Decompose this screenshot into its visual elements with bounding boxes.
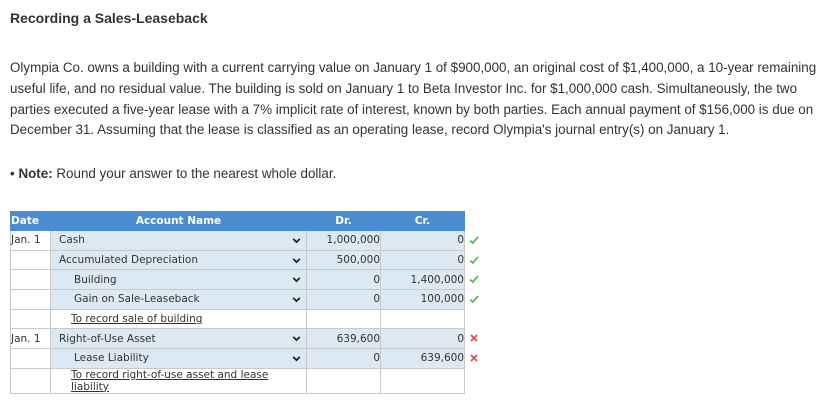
check-icon	[468, 273, 480, 285]
header-credit: Cr.	[381, 212, 465, 231]
account-select[interactable]	[51, 270, 307, 290]
debit-input[interactable]: 0	[307, 270, 381, 290]
debit-input[interactable]: 500,000	[307, 250, 381, 270]
header-debit: Dr.	[307, 212, 381, 231]
credit-input[interactable]	[381, 329, 465, 349]
credit-value: 0	[457, 234, 464, 247]
check-icon	[468, 293, 480, 305]
table-row	[11, 368, 465, 393]
chevron-down-icon	[291, 255, 302, 266]
cross-icon	[468, 332, 480, 344]
debit-input[interactable]: 0	[307, 290, 381, 310]
credit-value: 0	[457, 254, 464, 267]
debit-input[interactable]: 1,000,000	[307, 231, 381, 251]
entry-description	[51, 309, 307, 329]
chevron-down-icon	[291, 333, 302, 344]
journal-entry-table	[10, 211, 465, 394]
table-row	[11, 250, 465, 270]
date-cell: Jan. 1	[11, 329, 51, 349]
debit-cell	[307, 309, 381, 329]
check-icon	[468, 254, 480, 266]
credit-cell	[381, 309, 465, 329]
account-select[interactable]	[51, 250, 307, 270]
credit-value: 1,400,000	[410, 273, 464, 286]
date-cell	[11, 309, 51, 329]
chevron-down-icon	[291, 294, 302, 305]
debit-input[interactable]: 639,600	[307, 329, 381, 349]
account-name: Cash	[59, 234, 85, 247]
credit-input[interactable]	[381, 270, 465, 290]
table-row	[11, 349, 465, 369]
table-row	[11, 329, 465, 349]
account-select[interactable]	[51, 290, 307, 310]
page-title: Recording a Sales-Leaseback	[10, 10, 208, 26]
entry-description	[51, 368, 307, 393]
date-cell	[11, 270, 51, 290]
chevron-down-icon	[291, 274, 302, 285]
debit-input[interactable]: 0	[307, 349, 381, 369]
account-name: Right-of-Use Asset	[59, 332, 156, 345]
date-cell	[11, 368, 51, 393]
credit-input[interactable]	[381, 349, 465, 369]
table-row	[11, 231, 465, 251]
check-icon	[468, 234, 480, 246]
problem-text: Olympia Co. owns a building with a current carrying value on January 1 of $900,000, an original cost of $1,400,000, a 10-year remaining useful life, and no residual value. The building is sold on January 1 to Beta Investor Inc. for $1,000,000 cash. Simultaneously, the two parties executed a five-year lease with a 7% implicit rate of interest, known by both parties. Each annual payment of $156,000 is due on December 31. Assuming that the lease is classified as an operating lease, record Olympia's journal entry(s) on January 1.	[10, 60, 817, 138]
chevron-down-icon	[291, 353, 302, 364]
account-select[interactable]	[51, 231, 307, 251]
credit-value: 100,000	[420, 293, 464, 306]
date-cell	[11, 349, 51, 369]
table-row	[11, 270, 465, 290]
cross-icon	[468, 352, 480, 364]
account-select[interactable]	[51, 329, 307, 349]
debit-cell	[307, 368, 381, 393]
credit-value: 0	[457, 332, 464, 345]
note-label: Note:	[18, 166, 53, 181]
table-row	[11, 290, 465, 310]
credit-input[interactable]	[381, 250, 465, 270]
header-account-name: Account Name	[51, 212, 307, 231]
account-name: Gain on Sale-Leaseback	[74, 293, 200, 306]
credit-input[interactable]	[381, 290, 465, 310]
credit-cell	[381, 368, 465, 393]
account-name: Accumulated Depreciation	[59, 254, 199, 267]
account-select[interactable]	[51, 349, 307, 369]
account-name: Building	[74, 273, 117, 286]
chevron-down-icon	[291, 235, 302, 246]
date-cell: Jan. 1	[11, 231, 51, 251]
table-header-row	[11, 212, 465, 231]
note-text: Round your answer to the nearest whole dollar.	[52, 166, 337, 181]
entry-description-text: To record sale of building	[71, 313, 203, 326]
header-date: Date	[11, 212, 51, 231]
account-name: Lease Liability	[74, 352, 149, 365]
note	[10, 166, 336, 181]
entry-description-text: To record right-of-use asset and lease liability	[71, 368, 269, 393]
date-cell	[11, 250, 51, 270]
note-bullet: •	[10, 166, 15, 181]
date-cell	[11, 290, 51, 310]
credit-input[interactable]	[381, 231, 465, 251]
credit-value: 639,600	[420, 352, 464, 365]
table-row	[11, 309, 465, 329]
